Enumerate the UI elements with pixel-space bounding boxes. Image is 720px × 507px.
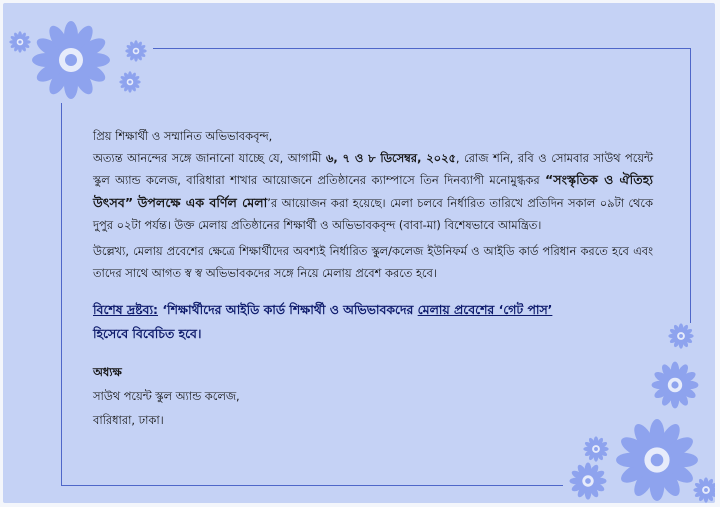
paragraph-instructions: উল্লেখ্য, মেলায় প্রবেশের ক্ষেত্রে শিক্ষার্থীদের অবশ্যই নির্ধারিত স্কুল/কলেজ ইউনিফর্ম ও আইডি কার্ড পরিধান করতে হবে এবং তাদের সাথে আগত স্ব স্ব অভিভাবকদের সঙ্গে নিয়ে মেলায় প্রবেশ করতে হবে। bbox=[93, 244, 653, 281]
flower-small-icon bbox=[9, 31, 31, 53]
special-notice: বিশেষ দ্রষ্টব্য: ‘শিক্ষার্থীদের আইডি কার্ড শিক্ষার্থী ও অভিভাবকদের মেলায় প্রবেশের ‘গেট পাস’ হিসেবে বিবেচিত হবে। bbox=[93, 302, 553, 342]
signature-organization: সাউথ পয়েন্ট স্কুল অ্যান্ড কলেজ, bbox=[93, 389, 240, 404]
notice-card bbox=[3, 3, 715, 503]
signature-title: অধ্যক্ষ bbox=[93, 365, 122, 380]
salutation: প্রিয় শিক্ষার্থী ও সম্মানিত অভিভাবকবৃন্দ, bbox=[93, 129, 273, 143]
festival-name: “সংস্কৃতিক ও ঐতিহ্য উৎসব” bbox=[93, 172, 653, 210]
signature-block bbox=[93, 360, 653, 432]
flower-small-icon bbox=[119, 71, 141, 93]
flower-small-icon bbox=[569, 462, 607, 500]
event-dates: ৬, ৭ ও ৮ ডিসেম্বর, ২০২৫ bbox=[325, 151, 456, 166]
flower-small-icon bbox=[693, 477, 715, 503]
fair-name: উপলক্ষে এক বর্ণিল মেলা bbox=[137, 194, 268, 210]
flower-large-icon bbox=[31, 20, 111, 100]
flower-small-icon bbox=[583, 436, 609, 462]
letter-body bbox=[93, 125, 653, 432]
gate-pass-text: মেলায় প্রবেশের ‘গেট পাস’ bbox=[417, 302, 553, 318]
flower-small-icon bbox=[125, 40, 147, 62]
flower-medium-icon bbox=[651, 361, 699, 409]
signature-location: বারিধারা, ঢাকা। bbox=[93, 413, 164, 428]
paragraph-announcement: অত্যন্ত আনন্দের সঙ্গে জানানো যাচ্ছে যে, আগামী ৬, ৭ ও ৮ ডিসেম্বর, ২০২৫, রোজ শনি, রবি ও সোমবার সাউথ পয়েন্ট স্কুল অ্যান্ড কলেজ, বারিধারা শাখার আয়োজনে প্রতিষ্ঠানের ক্যাম্পাসে তিন দিনব্যাপী মনোমুগ্ধকর “সংস্কৃতিক ও ঐতিহ্য উৎসব” উপলক্ষে এক বর্ণিল মেলা’র আয়োজন করা হয়েছে। মেলা চলবে নির্ধারিত তারিখে প্রতিদিন সকাল ০৯টা থেকে দুপুর ০২টা পর্যন্ত। উক্ত মেলায় প্রতিষ্ঠানের শিক্ষার্থী ও অভিভাবকবৃন্দ (বাবা-মা) বিশেষভাবে আমন্ত্রিত। bbox=[93, 151, 653, 232]
flower-small-icon bbox=[668, 323, 694, 349]
notice-label: বিশেষ দ্রষ্টব্য: bbox=[93, 302, 159, 318]
